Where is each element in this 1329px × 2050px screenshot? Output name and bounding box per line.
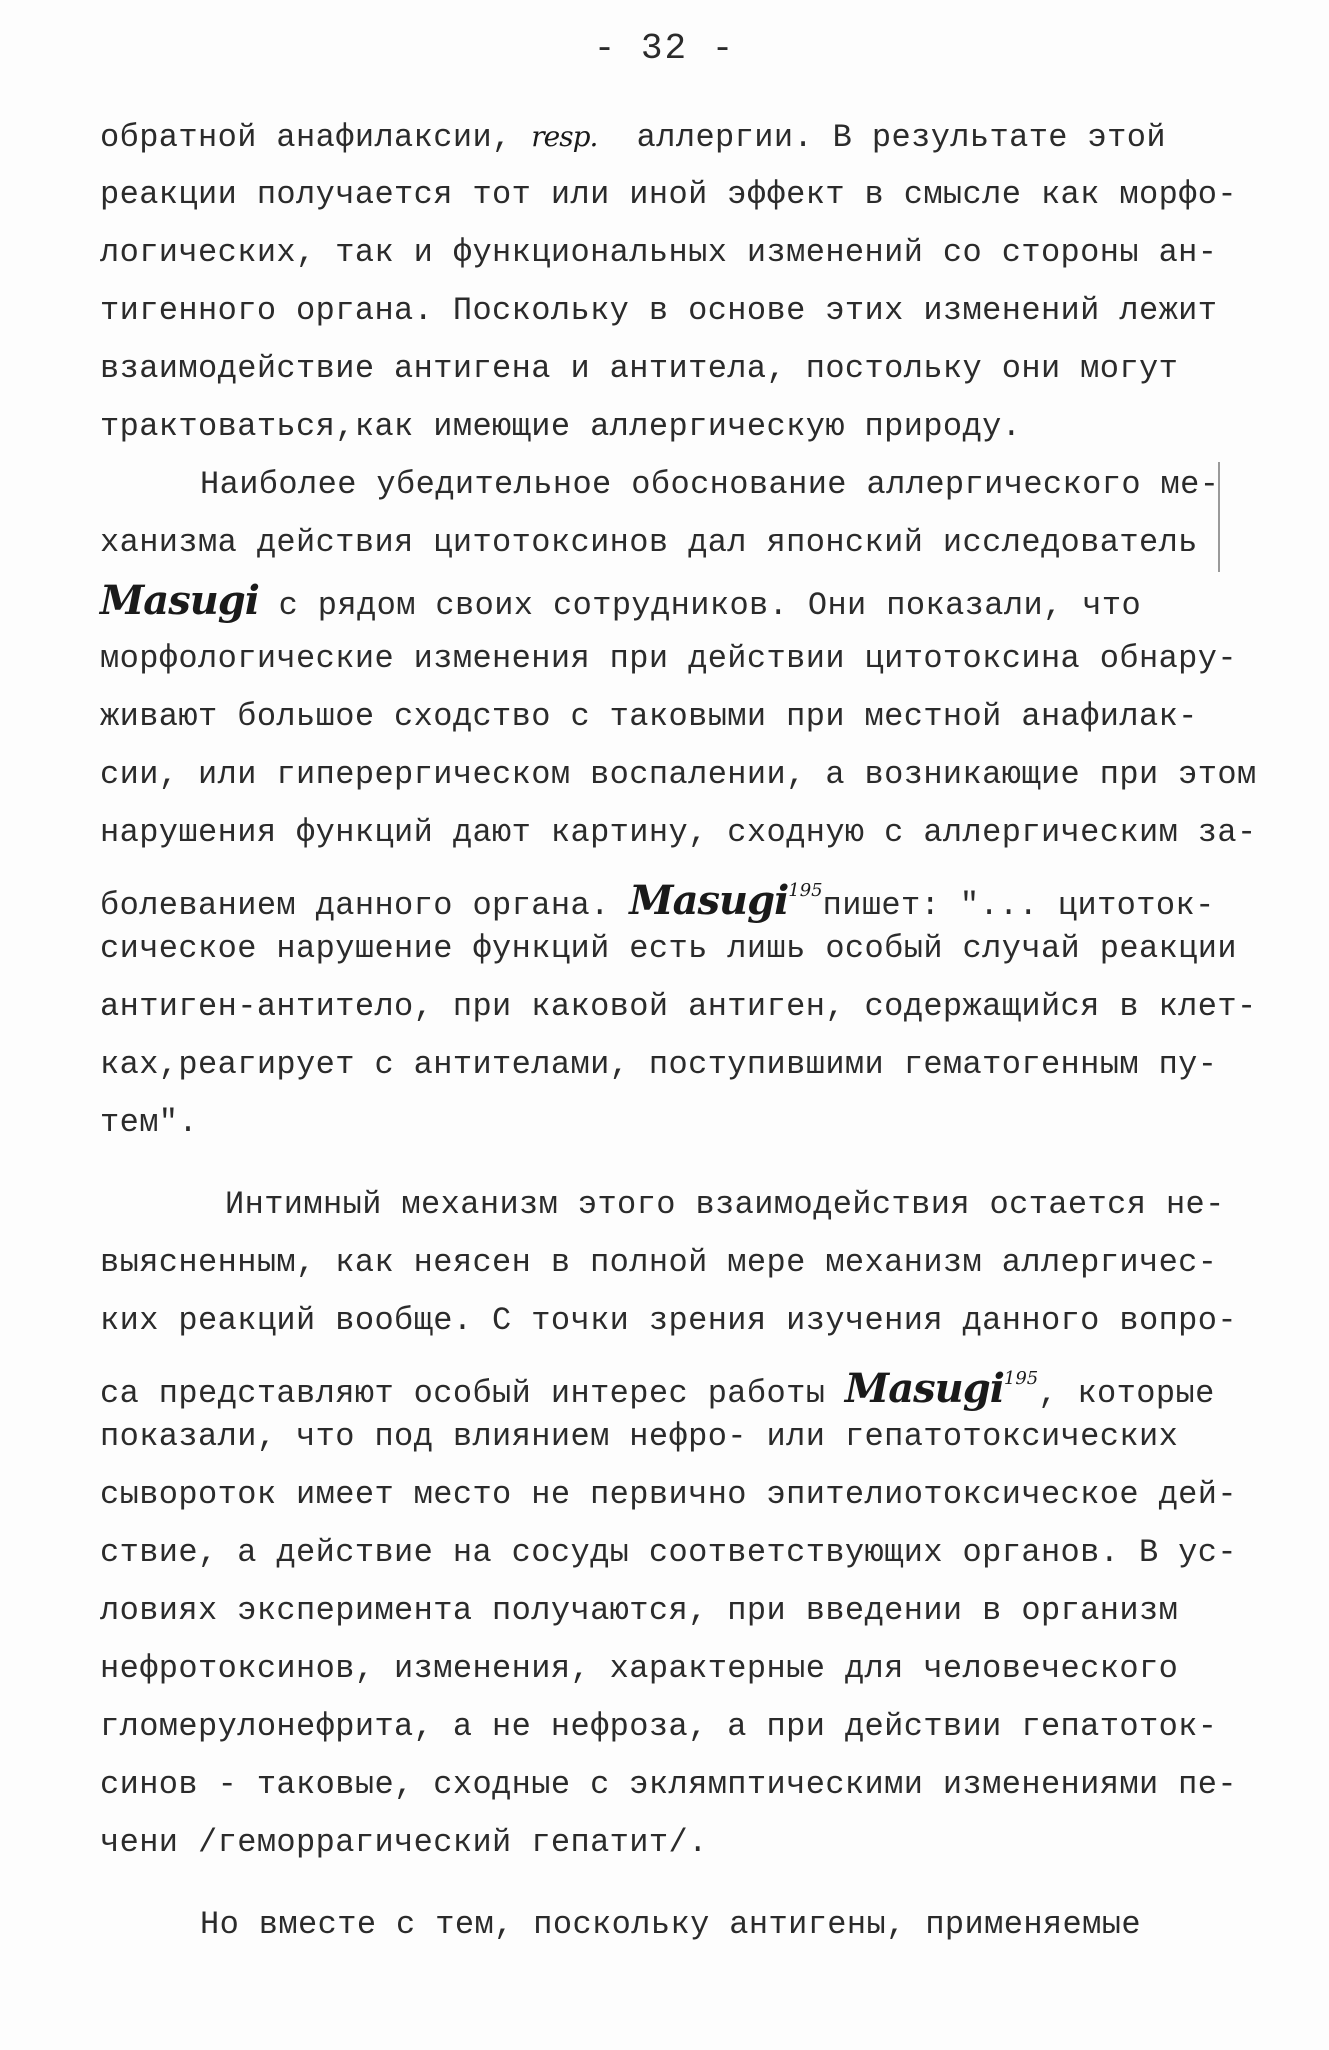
text-line: взаимодействие антигена и антитела, постольку они могут <box>100 350 1179 387</box>
text-line: реакции получается тот или иной эффект в смысле как морфо- <box>100 176 1237 213</box>
text-line: Наиболее убедительное обоснование аллергического ме- <box>200 466 1220 503</box>
paragraph-4 <box>100 1896 1240 1954</box>
text-line: болеванием данного органа. Masugi$^{195}$пишет: "... цитоток- <box>100 877 1215 924</box>
page-number: - 32 - <box>593 28 736 69</box>
text-line: нарушения функций дают картину, сходную с аллергическим за- <box>100 814 1257 851</box>
text-line: са представляют особый интерес работы Masugi$^{195}$, которые <box>100 1365 1215 1412</box>
paragraph-1 <box>100 108 1240 456</box>
text-line: живают большое сходство с таковыми при местной анафилак- <box>100 698 1198 735</box>
handwritten-name: Masugi <box>100 577 259 624</box>
text-line: Но вместе с тем, поскольку антигены, применяемые <box>200 1906 1141 1943</box>
text-line: логических, так и функциональных изменений со стороны ан- <box>100 234 1218 271</box>
text-line: морфологические изменения при действии цитотоксина обнару- <box>100 640 1237 677</box>
text-line: синов - таковые, сходные с эклямптическими изменениями пе- <box>100 1766 1237 1803</box>
text-line: ханизма действия цитотоксинов дал японский исследователь <box>100 524 1198 561</box>
text-line: ловиях эксперимента получаются, при введении в организм <box>100 1592 1179 1629</box>
text-line: показали, что под влиянием нефро- или гепатотоксических <box>100 1418 1179 1455</box>
text-line: сическое нарушение функций есть лишь особый случай реакции <box>100 930 1237 967</box>
reference-number: 195 <box>788 880 823 901</box>
text-line: ствие, а действие на сосуды соответствующих органов. В ус- <box>100 1534 1237 1571</box>
text-line: тем". <box>100 1104 199 1141</box>
text-line: Masugi с рядом своих сотрудников. Они показали, что <box>100 577 1142 624</box>
text-line: трактоваться,как имеющие аллергическую природу. <box>100 408 1022 445</box>
text-line: тигенного органа. Поскольку в основе этих изменений лежит <box>100 292 1218 329</box>
text-line: чени /геморрагический гепатит/. <box>100 1824 708 1861</box>
reference-number: 195 <box>1003 1368 1039 1389</box>
paragraph-3 <box>100 1176 1240 1872</box>
text-line: сии, или гиперергическом воспалении, а возникающие при этом <box>100 756 1257 793</box>
handwritten-resp: resp. <box>531 120 598 153</box>
handwritten-name: Masugi <box>844 1365 1004 1412</box>
text-line: гломерулонефрита, а не нефроза, а при действии гепатоток- <box>100 1708 1218 1745</box>
handwritten-name: Masugi <box>629 877 789 924</box>
text-line: нефротоксинов, изменения, характерные для человеческого <box>100 1650 1179 1687</box>
text-line: ких реакций вообще. С точки зрения изучения данного вопро- <box>100 1302 1237 1339</box>
text-line: ках,реагирует с антителами, поступившими гематогенным пу- <box>100 1046 1218 1083</box>
text-line: выясненным, как неясен в полной мере механизм аллергичес- <box>100 1244 1218 1281</box>
text-line: сывороток имеет место не первично эпителиотоксическое дей- <box>100 1476 1237 1513</box>
paragraph-2 <box>100 456 1257 1152</box>
text-line: обратной анафилаксии, resp. аллергии. В результате этой <box>100 119 1166 156</box>
body-text <box>100 108 1257 1954</box>
text-line: антиген-антитело, при каковой антиген, содержащийся в клет- <box>100 988 1257 1025</box>
text-line: Интимный механизм этого взаимодействия остается не- <box>225 1186 1225 1223</box>
